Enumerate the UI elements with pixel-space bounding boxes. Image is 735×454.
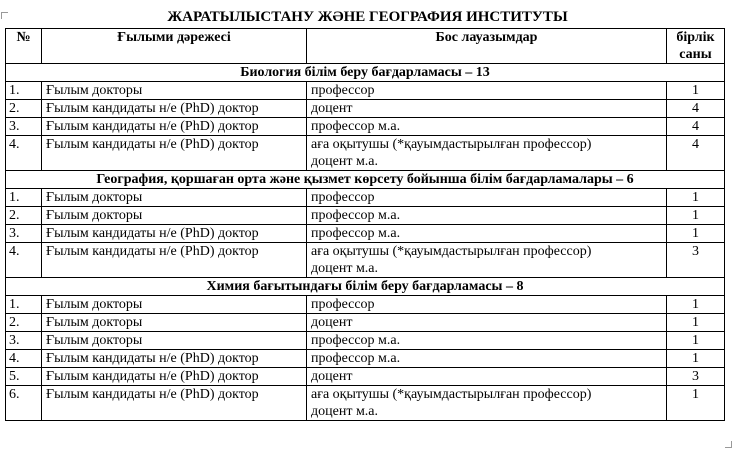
row-degree: Ғылым докторы	[42, 314, 307, 332]
row-unit-count: 1	[667, 314, 725, 332]
row-position: профессор	[311, 297, 375, 312]
row-number: 6.	[6, 386, 42, 421]
row-degree: Ғылым кандидаты н/е (PhD) доктор	[42, 136, 307, 171]
row-position-secondary: доцент м.а.	[311, 154, 379, 169]
row-degree: Ғылым кандидаты н/е (PhD) доктор	[42, 243, 307, 278]
row-number: 2.	[6, 207, 42, 225]
row-unit-count: 1	[667, 82, 725, 100]
row-unit-count: 3	[667, 368, 725, 386]
row-degree: Ғылым докторы	[42, 82, 307, 100]
row-number: 3.	[6, 118, 42, 136]
row-degree: Ғылым докторы	[42, 189, 307, 207]
row-unit-count: 4	[667, 100, 725, 118]
row-degree: Ғылым докторы	[42, 332, 307, 350]
row-number: 4.	[6, 350, 42, 368]
row-number: 4.	[6, 136, 42, 171]
table-row	[6, 136, 725, 171]
row-number: 3.	[6, 332, 42, 350]
table-row	[6, 100, 725, 118]
row-position-secondary: доцент м.а.	[311, 404, 379, 419]
vacancy-table	[5, 28, 725, 421]
row-position: профессор м.а.	[311, 351, 401, 366]
row-unit-count: 1	[667, 386, 725, 421]
vacancy-table-body	[6, 29, 725, 421]
row-position: профессор м.а.	[311, 333, 401, 348]
row-position-cell	[307, 332, 667, 350]
row-position: профессор м.а.	[311, 226, 401, 241]
header-units	[667, 29, 725, 64]
row-degree: Ғылым кандидаты н/е (PhD) доктор	[42, 386, 307, 421]
row-position-cell	[307, 189, 667, 207]
section-title: Химия бағытындағы білім беру бағдарламасы – 8	[6, 278, 725, 296]
row-position-cell	[307, 243, 667, 278]
row-position-cell	[307, 82, 667, 100]
row-number: 5.	[6, 368, 42, 386]
header-degree: Ғылыми дәрежесі	[42, 29, 307, 64]
table-row	[6, 82, 725, 100]
table-row	[6, 368, 725, 386]
document-title: ЖАРАТЫЛЫСТАНУ ЖӘНЕ ГЕОГРАФИЯ ИНСТИТУТЫ	[167, 9, 568, 25]
row-number: 1.	[6, 82, 42, 100]
row-degree: Ғылым кандидаты н/е (PhD) доктор	[42, 350, 307, 368]
section-title: География, қоршаған орта және қызмет көрсету бойынша білім бағдарламалары – 6	[6, 171, 725, 189]
row-unit-count: 1	[667, 189, 725, 207]
row-unit-count: 4	[667, 118, 725, 136]
row-degree: Ғылым кандидаты н/е (PhD) доктор	[42, 118, 307, 136]
row-number: 2.	[6, 314, 42, 332]
row-position-cell	[307, 350, 667, 368]
table-row	[6, 350, 725, 368]
table-row	[6, 314, 725, 332]
row-degree: Ғылым докторы	[42, 296, 307, 314]
row-position: профессор	[311, 190, 375, 205]
row-unit-count: 1	[667, 350, 725, 368]
row-position: аға оқытушы (*қауымдастырылған профессор)	[311, 244, 592, 259]
row-degree: Ғылым кандидаты н/е (PhD) доктор	[42, 100, 307, 118]
header-units-line2: саны	[679, 47, 712, 62]
table-row	[6, 225, 725, 243]
header-positions: Бос лауазымдар	[307, 29, 667, 64]
row-number: 2.	[6, 100, 42, 118]
row-unit-count: 3	[667, 243, 725, 278]
row-degree: Ғылым кандидаты н/е (PhD) доктор	[42, 225, 307, 243]
section-header-row	[6, 171, 725, 189]
table-row	[6, 207, 725, 225]
row-unit-count: 4	[667, 136, 725, 171]
row-unit-count: 1	[667, 207, 725, 225]
row-position: аға оқытушы (*қауымдастырылған профессор)	[311, 387, 592, 402]
row-unit-count: 1	[667, 296, 725, 314]
header-num: №	[6, 29, 42, 64]
table-row	[6, 189, 725, 207]
row-position: профессор м.а.	[311, 119, 401, 134]
row-position: доцент	[311, 369, 353, 384]
table-row	[6, 118, 725, 136]
row-position: доцент	[311, 101, 353, 116]
row-position-secondary: доцент м.а.	[311, 261, 379, 276]
row-position: аға оқытушы (*қауымдастырылған профессор)	[311, 137, 592, 152]
table-row	[6, 386, 725, 421]
table-row	[6, 243, 725, 278]
row-position-cell	[307, 225, 667, 243]
row-position-cell	[307, 118, 667, 136]
table-row	[6, 296, 725, 314]
header-units-line1: бірлік	[676, 30, 715, 45]
table-row	[6, 332, 725, 350]
section-title: Биология білім беру бағдарламасы – 13	[6, 64, 725, 82]
row-number: 4.	[6, 243, 42, 278]
section-header-row	[6, 64, 725, 82]
row-unit-count: 1	[667, 225, 725, 243]
row-position-cell	[307, 207, 667, 225]
row-position-cell	[307, 136, 667, 171]
row-position-cell	[307, 100, 667, 118]
row-degree: Ғылым докторы	[42, 207, 307, 225]
section-header-row	[6, 278, 725, 296]
row-position: профессор м.а.	[311, 208, 401, 223]
row-position: профессор	[311, 83, 375, 98]
table-resize-mark	[725, 441, 732, 448]
row-position-cell	[307, 368, 667, 386]
row-position-cell	[307, 386, 667, 421]
row-number: 1.	[6, 296, 42, 314]
row-degree: Ғылым кандидаты н/е (PhD) доктор	[42, 368, 307, 386]
row-position: доцент	[311, 315, 353, 330]
table-header-row	[6, 29, 725, 64]
row-number: 3.	[6, 225, 42, 243]
row-number: 1.	[6, 189, 42, 207]
row-position-cell	[307, 296, 667, 314]
row-unit-count: 1	[667, 332, 725, 350]
row-position-cell	[307, 314, 667, 332]
